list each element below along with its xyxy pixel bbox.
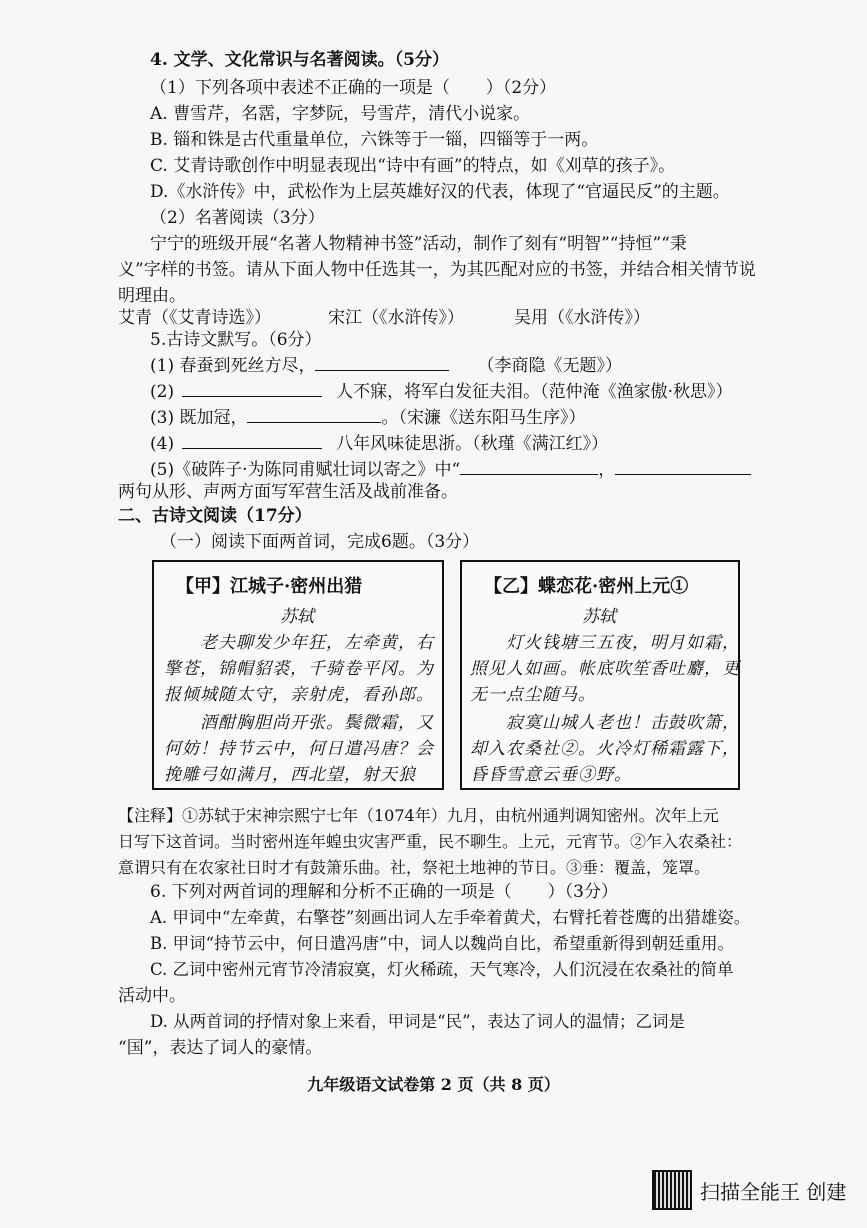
q4-para-3: 明理由。: [118, 286, 186, 306]
poem-b-line: 寂寞山城人老也！击鼓吹箫，: [506, 713, 740, 733]
q5-l2-text: 人不寐，将军白发征夫泪。（范仲淹《渔家傲·秋思》）: [336, 382, 733, 402]
poem-a-title: 【甲】江城子·密州出猎: [176, 576, 363, 597]
fill-blank-6[interactable]: [615, 456, 751, 475]
q5-l3-text: (3) 既加冠，: [150, 408, 248, 428]
poem-b-box: [460, 560, 740, 790]
q4-title: 4. 文学、文化常识与名著阅读。（5分）: [150, 50, 449, 70]
poem-a-box: [152, 560, 444, 790]
poem-b-title: 【乙】蝶恋花·密州上元①: [484, 576, 689, 597]
poem-a-author: 苏轼: [280, 607, 314, 627]
q5-l1-text: (1) 春蚕到死丝方尽，: [150, 356, 316, 376]
q4-sub1: [150, 76, 556, 100]
q4-para-1: 宁宁的班级开展“名著人物精神书签”活动，制作了刻有“明智”“持恒”“秉: [150, 234, 687, 254]
page-footer: 九年级语文试卷第 2 页（共 8 页）: [307, 1075, 560, 1094]
q4-option-a: A. 曹雪芹，名霑，字梦阮，号雪芹，清代小说家。: [150, 104, 531, 124]
notes-line-2: 日写下这首词。当时密州连年蝗虫灾害严重，民不聊生。上元，元宵节。②乍入农桑社：: [118, 832, 743, 851]
q5-l5-text: (5)《破阵子·为陈同甫赋壮词以寄之》中“: [150, 460, 461, 480]
q5-line-6: 两句从形、声两方面写军营生活及战前准备。: [118, 482, 458, 502]
q4-character-3: 吴用（《水浒传》）: [514, 308, 650, 328]
fill-blank-4[interactable]: [182, 430, 322, 449]
q4-sub1-text: （1）下列各项中表述不正确的一项是（: [150, 78, 450, 98]
q5-l3-source: 。（宋濂《送东阳马生序》）: [381, 408, 586, 428]
q4-sub2: （2）名著阅读（3分）: [150, 208, 325, 228]
fill-blank-1[interactable]: [315, 352, 449, 371]
poem-b-line: 照见人如画。帐底吹笙香吐麝，更: [470, 659, 740, 679]
q5-l2-num: (2): [150, 382, 175, 402]
poem-a-line: 报倾城随太守，亲射虎，看孙郎。: [164, 685, 434, 705]
fill-blank-3[interactable]: [247, 404, 381, 423]
q5-line-1: [150, 352, 622, 378]
poem-a-line: 何妨！持节云中，何日遣冯唐？会: [164, 739, 434, 759]
poem-a-line: 酒酣胸胆尚开张。鬓微霜，又: [200, 713, 434, 733]
poem-b-line: 灯火钱塘三五夜，明月如霜，: [506, 633, 740, 653]
poem-b-author: 苏轼: [582, 607, 616, 627]
q6-option-c-2: 活动中。: [118, 986, 186, 1006]
q5-line-4: [150, 430, 608, 456]
notes-line-3: 意谓只有在农家社日时才有鼓箫乐曲。社，祭祀土地神的节日。③垂：覆盖，笼罩。: [118, 858, 711, 877]
q4-option-d: D.《水浒传》中，武松作为上层英雄好汉的代表，体现了“官逼民反”的主题。: [150, 182, 730, 202]
watermark-text: 扫描全能王 创建: [700, 1179, 847, 1204]
poem-a-line: 老夫聊发少年狂，左牵黄，右: [200, 633, 434, 653]
qr-code-icon: [652, 1170, 692, 1210]
q5-l1-source: （李商隐《无题》）: [477, 356, 622, 376]
poem-b-line: 无一点尘随马。: [470, 685, 596, 705]
q4-character-1: 艾青（《艾青诗选》）: [118, 308, 271, 328]
section-2-title: 二、古诗文阅读（17分）: [118, 506, 312, 526]
fill-blank-2[interactable]: [182, 378, 322, 397]
fill-blank-5[interactable]: [460, 456, 598, 475]
q4-option-b: B. 锱和铢是古代重量单位，六铢等于一锱，四锱等于一两。: [150, 130, 599, 150]
q5-line-2: [150, 378, 733, 404]
q6-option-d-1: D. 从两首词的抒情对象上来看，甲词是“民”，表达了词人的温情；乙词是: [150, 1012, 686, 1031]
q4-option-c: C. 艾青诗歌创作中明显表现出“诗中有画”的特点，如《刈草的孩子》。: [150, 156, 676, 176]
poem-b-line: 却入农桑社②。火冷灯稀霜露下，: [470, 739, 740, 759]
q6-option-a: A. 甲词中“左牵黄，右擎苍”刻画出词人左手牵着黄犬，右臂托着苍鹰的出猎雄姿。: [150, 908, 751, 927]
q5-line-5: [150, 456, 751, 482]
q6-option-d-2: “国”，表达了词人的豪情。: [118, 1038, 323, 1058]
q6-option-b: B. 甲词“持节云中，何日遣冯唐”中，词人以魏尚自比，希望重新得到朝廷重用。: [150, 934, 734, 953]
poem-b-line: 昏昏雪意云垂③野。: [470, 765, 632, 785]
q5-l5-comma: ，: [598, 460, 616, 480]
notes-line-1: 【注释】①苏轼于宋神宗熙宁七年（1074年）九月，由杭州通判调知密州。次年上元: [118, 806, 719, 825]
q6-title-end: ）（3分）: [547, 882, 618, 902]
q5-title: 5.古诗文默写。（6分）: [150, 330, 322, 350]
poem-a-line: 擎苍，锦帽貂裘，千骑卷平冈。为: [164, 659, 434, 679]
section-2-intro: （一）阅读下面两首词，完成6题。（3分）: [160, 532, 480, 552]
q4-para-2: 义”字样的书签。请从下面人物中任选其一，为其匹配对应的书签，并结合相关情节说: [118, 260, 756, 280]
q4-sub1-end: ）（2分）: [485, 78, 557, 98]
scanner-watermark: [652, 1170, 846, 1210]
q5-l4-num: (4): [150, 434, 175, 454]
q4-character-2: 宋江（《水浒传》）: [328, 308, 464, 328]
q6-title: [150, 880, 618, 904]
q5-l4-text: 八年风味徒思浙。（秋瑾《满江红》）: [336, 434, 609, 454]
q6-title-text: 6. 下列对两首词的理解和分析不正确的一项是（: [150, 882, 512, 902]
q5-line-3: [150, 404, 585, 430]
q6-option-c-1: C. 乙词中密州元宵节冷清寂寞，灯火稀疏，天气寒冷，人们沉浸在农桑社的简单: [150, 960, 734, 979]
poem-a-line: 挽雕弓如满月，西北望，射天狼: [164, 765, 416, 785]
